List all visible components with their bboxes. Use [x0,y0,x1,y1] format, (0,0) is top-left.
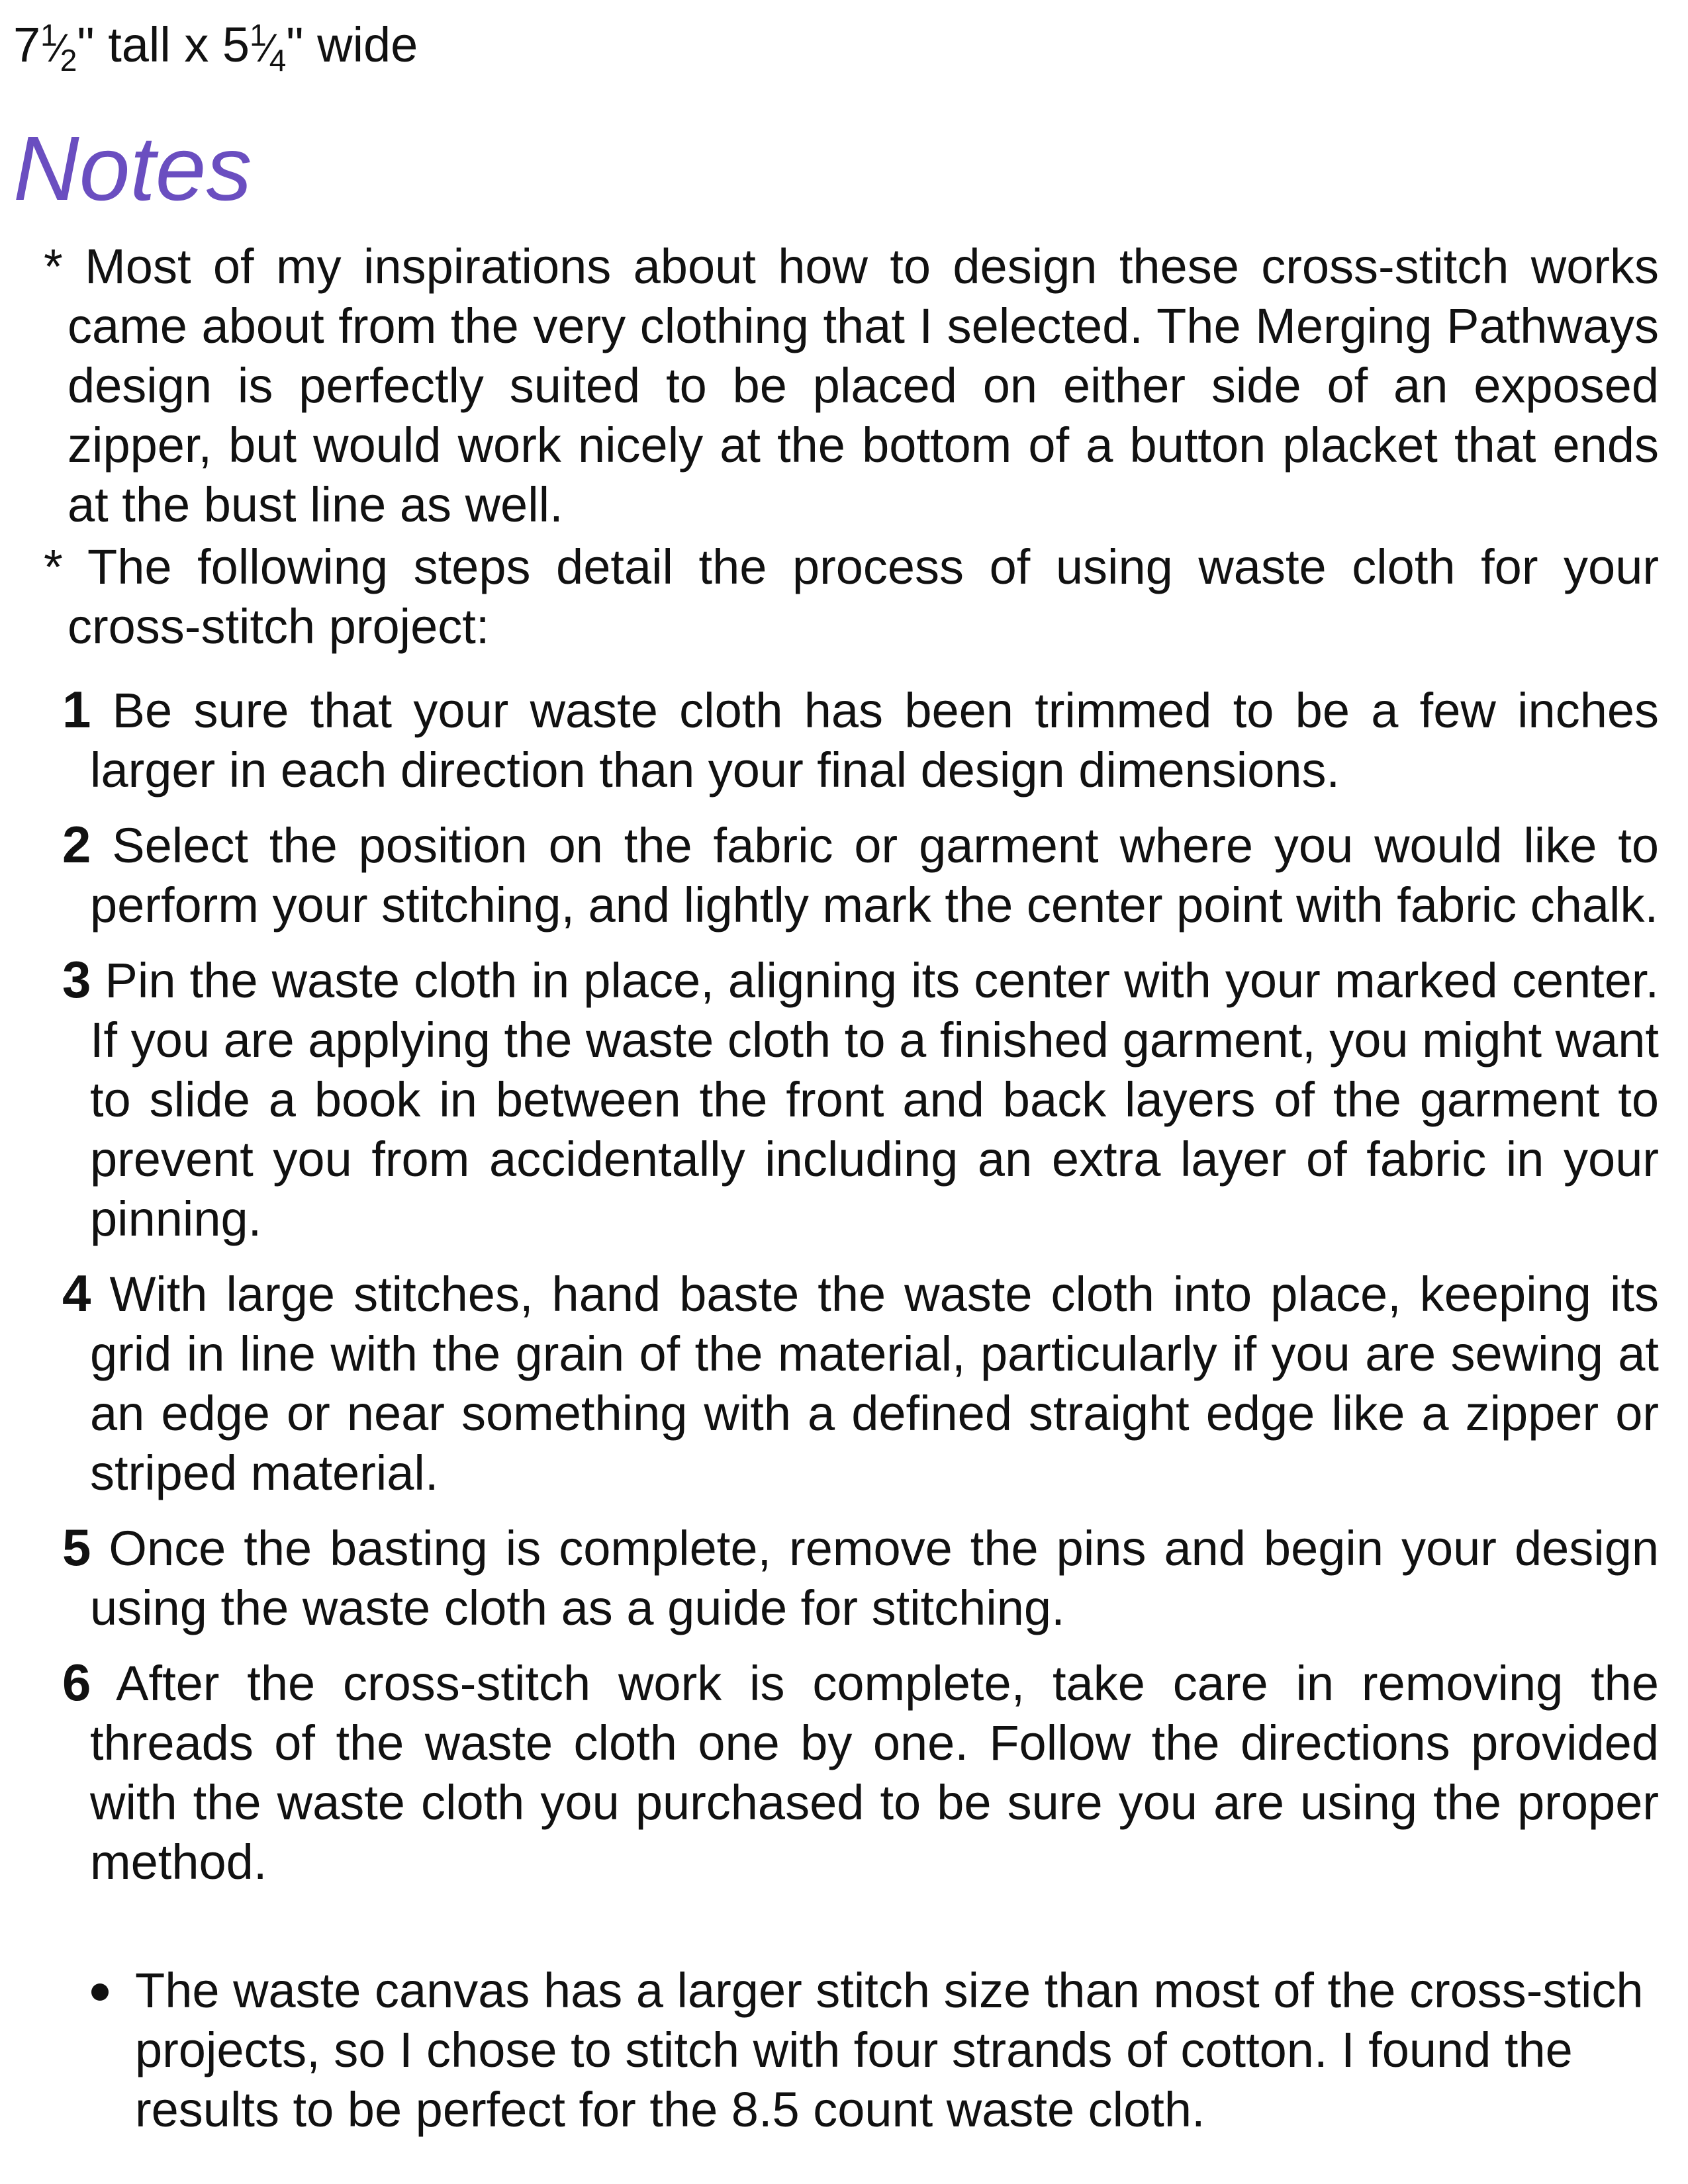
width-whole: 5 [222,17,250,72]
step-item [62,815,1659,935]
notes-title: Notes [13,118,252,220]
note-steps-intro: * The following steps detail the process of using waste cloth for your cross-stitch project: [44,539,1659,654]
height-numerator: 1 [40,18,58,52]
step-number: 3 [62,950,91,1009]
fraction-slash: ⁄ [56,26,63,70]
step-text: Be sure that your waste cloth has been trimmed to be a few inches larger in each direction than your final design dimensions. [90,683,1660,797]
step-item [62,1518,1659,1638]
step-number: 6 [62,1653,91,1711]
height-whole: 7 [13,17,41,72]
step-item [62,1653,1659,1892]
height-suffix: " tall x [77,17,222,72]
width-numerator: 1 [250,18,267,52]
step-text: With large stitches, hand baste the waste cloth into place, keeping its grid in line with the grain of the material, particularly if you are sewing at an edge or near something with a defined straight edge like a zipper or striped material. [90,1267,1660,1500]
step-number: 1 [62,680,91,739]
bullet-dot-icon [91,1983,109,2001]
bullet-note [91,1961,1688,2140]
step-item [62,950,1659,1249]
width-suffix: " wide [286,17,418,72]
step-item [62,680,1659,800]
step-number: 2 [62,815,91,874]
bullet-text: The waste canvas has a larger stitch size than most of the cross-stich projects, so I chose to stitch with four strands of cotton. I found the results to be perfect for the 8.5 count waste cloth. [135,1963,1644,2137]
step-text: Once the basting is complete, remove the pins and begin your design using the waste cloth as a guide for stitching. [90,1521,1659,1635]
notes-list [44,237,1659,659]
step-text: Select the position on the fabric or garment where you would like to perform your stitching, and lightly mark the center point with fabric chalk. [90,818,1660,933]
step-item [62,1263,1659,1503]
width-denominator: 4 [269,43,287,77]
step-number: 4 [62,1264,91,1322]
height-fraction [13,17,77,77]
step-text: After the cross-stitch work is complete, take care in removing the threads of the waste cloth one by one. Follow the directions provided with the waste cloth you purchased to be sure you are using the proper method. [90,1656,1659,1889]
finished-dimensions [13,12,418,81]
height-denominator: 2 [60,43,77,77]
fraction-slash: ⁄ [265,26,272,70]
note-inspiration: * Most of my inspirations about how to design these cross-stitch works came about from the very clothing that I selected. The Merging Pathways design is perfectly suited to be placed on either side of an exposed zipper, but would work nicely at the bottom of a button placket that ends at the bust line as well. [44,239,1659,532]
step-number: 5 [62,1518,91,1576]
steps-list [62,680,1659,1907]
step-text: Pin the waste cloth in place, aligning its center with your marked center. If you are applying the waste cloth to a finished garment, you might want to slide a book in between the front and back layers of the garment to prevent you from accidentally including an extra layer of fabric in your pinning. [90,953,1660,1246]
width-fraction [222,17,287,77]
